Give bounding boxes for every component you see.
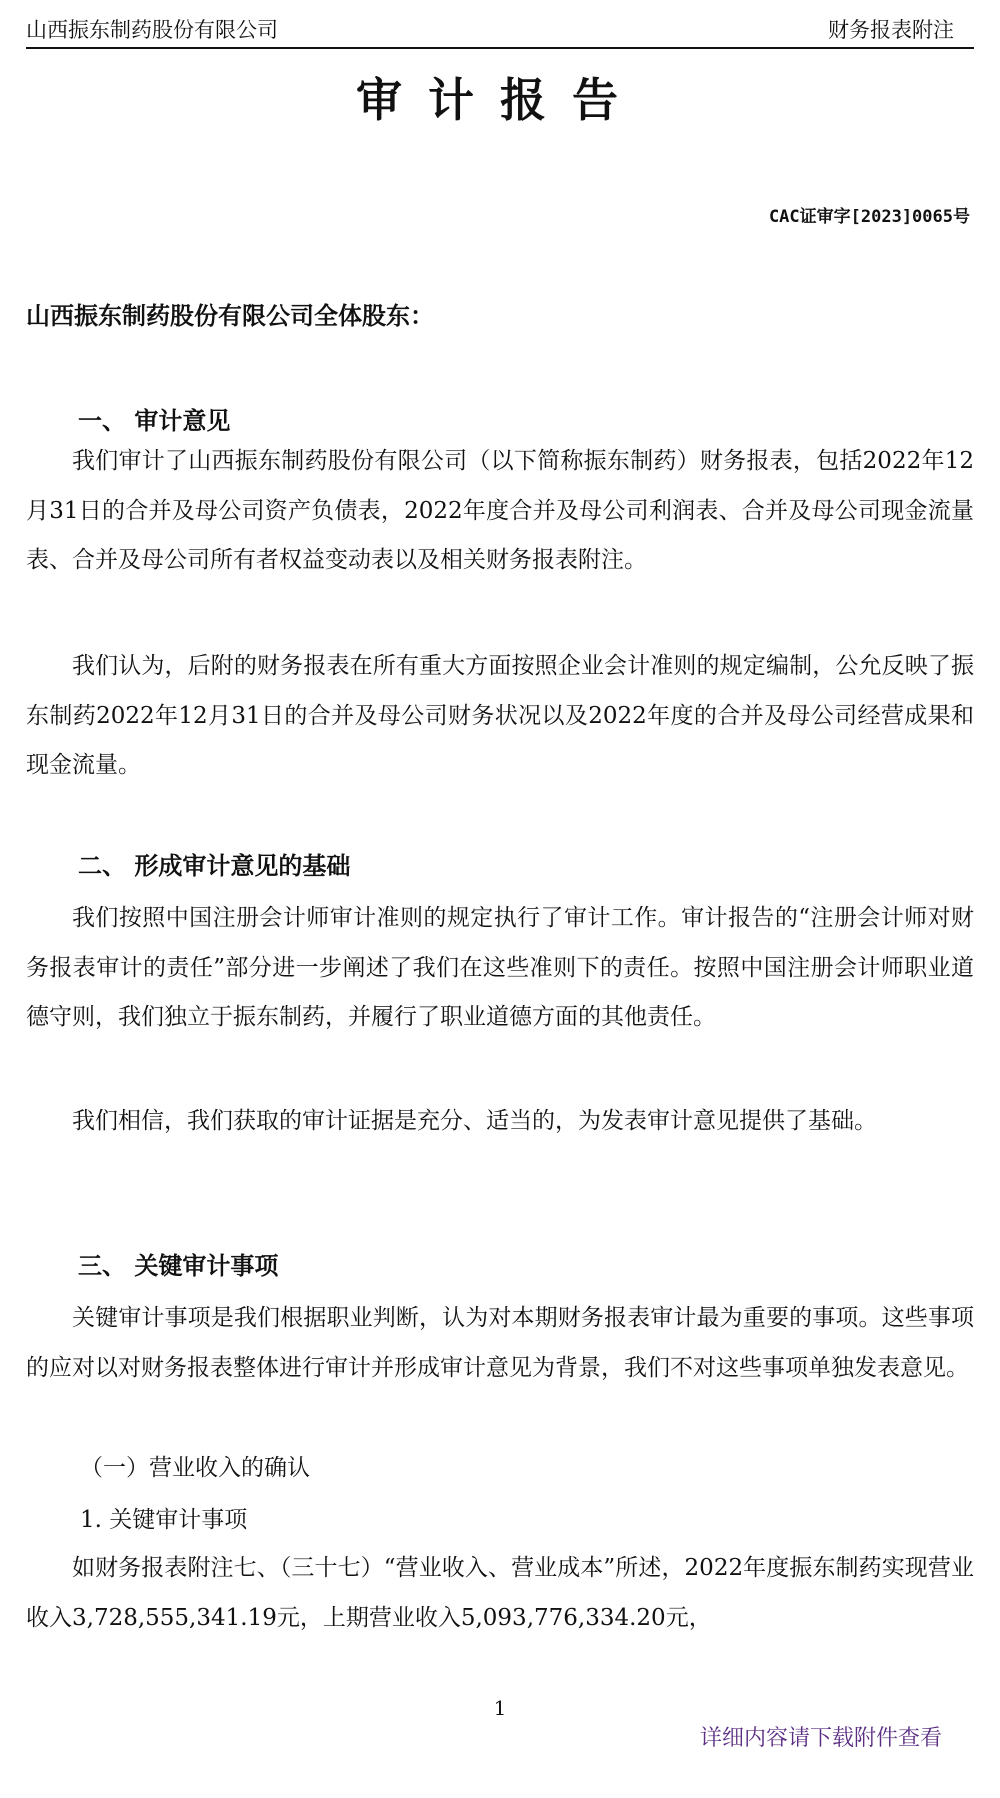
addressee: 山西振东制药股份有限公司全体股东： [26, 301, 434, 330]
key-matters-paragraph-1: 关键审计事项是我们根据职业判断，认为对本期财务报表审计最为重要的事项。这些事项的应对以对财务报表整体进行审计并形成审计意见为背景，我们不对这些事项单独发表意见。 [26, 1305, 974, 1381]
key-matters-item-label: 1. 关键审计事项 [80, 1507, 248, 1533]
opinion-paragraph-1: 我们审计了山西振东制药股份有限公司（以下简称振东制药）财务报表，包括2022年12月31日的合并及母公司资产负债表，2022年度合并及母公司利润表、合并及母公司现金流量表、合并及母公司所有者权益变动表以及相关财务报表附注。 [26, 448, 974, 573]
basis-paragraph-2: 我们相信，我们获取的审计证据是充分、适当的，为发表审计意见提供了基础。 [72, 1108, 877, 1134]
running-header [26, 14, 974, 46]
section-heading-basis: 二、 形成审计意见的基础 [78, 851, 351, 880]
report-number: CAC证审字[2023]0065号 [768, 207, 970, 227]
section-heading-key-matters: 三、 关键审计事项 [78, 1251, 279, 1280]
page-title: 审计报告 [356, 73, 644, 127]
download-attachment-note: 详细内容请下载附件查看 [699, 1726, 942, 1751]
header-divider [26, 47, 974, 49]
header-section-title: 财务报表附注 [828, 18, 954, 42]
key-matters-subheading: （一）营业收入的确认 [80, 1455, 310, 1481]
key-matters-item-paragraph: 如财务报表附注七、（三十七）“营业收入、营业成本”所述，2022年度振东制药实现营业收入3,728,555,341.19元，上期营业收入5,093,776,334.20元， [26, 1555, 974, 1631]
section-heading-opinion: 一、 审计意见 [78, 406, 231, 435]
page-number: 1 [493, 1696, 507, 1720]
opinion-paragraph-2: 我们认为，后附的财务报表在所有重大方面按照企业会计准则的规定编制，公允反映了振东制药2022年12月31日的合并及母公司财务状况以及2022年度的合并及母公司经营成果和现金流量。 [26, 653, 974, 778]
header-company-name: 山西振东制药股份有限公司 [26, 18, 278, 42]
basis-paragraph-1: 我们按照中国注册会计师审计准则的规定执行了审计工作。审计报告的“注册会计师对财务报表审计的责任”部分进一步阐述了我们在这些准则下的责任。按照中国注册会计师职业道德守则，我们独立于振东制药，并履行了职业道德方面的其他责任。 [26, 905, 974, 1030]
